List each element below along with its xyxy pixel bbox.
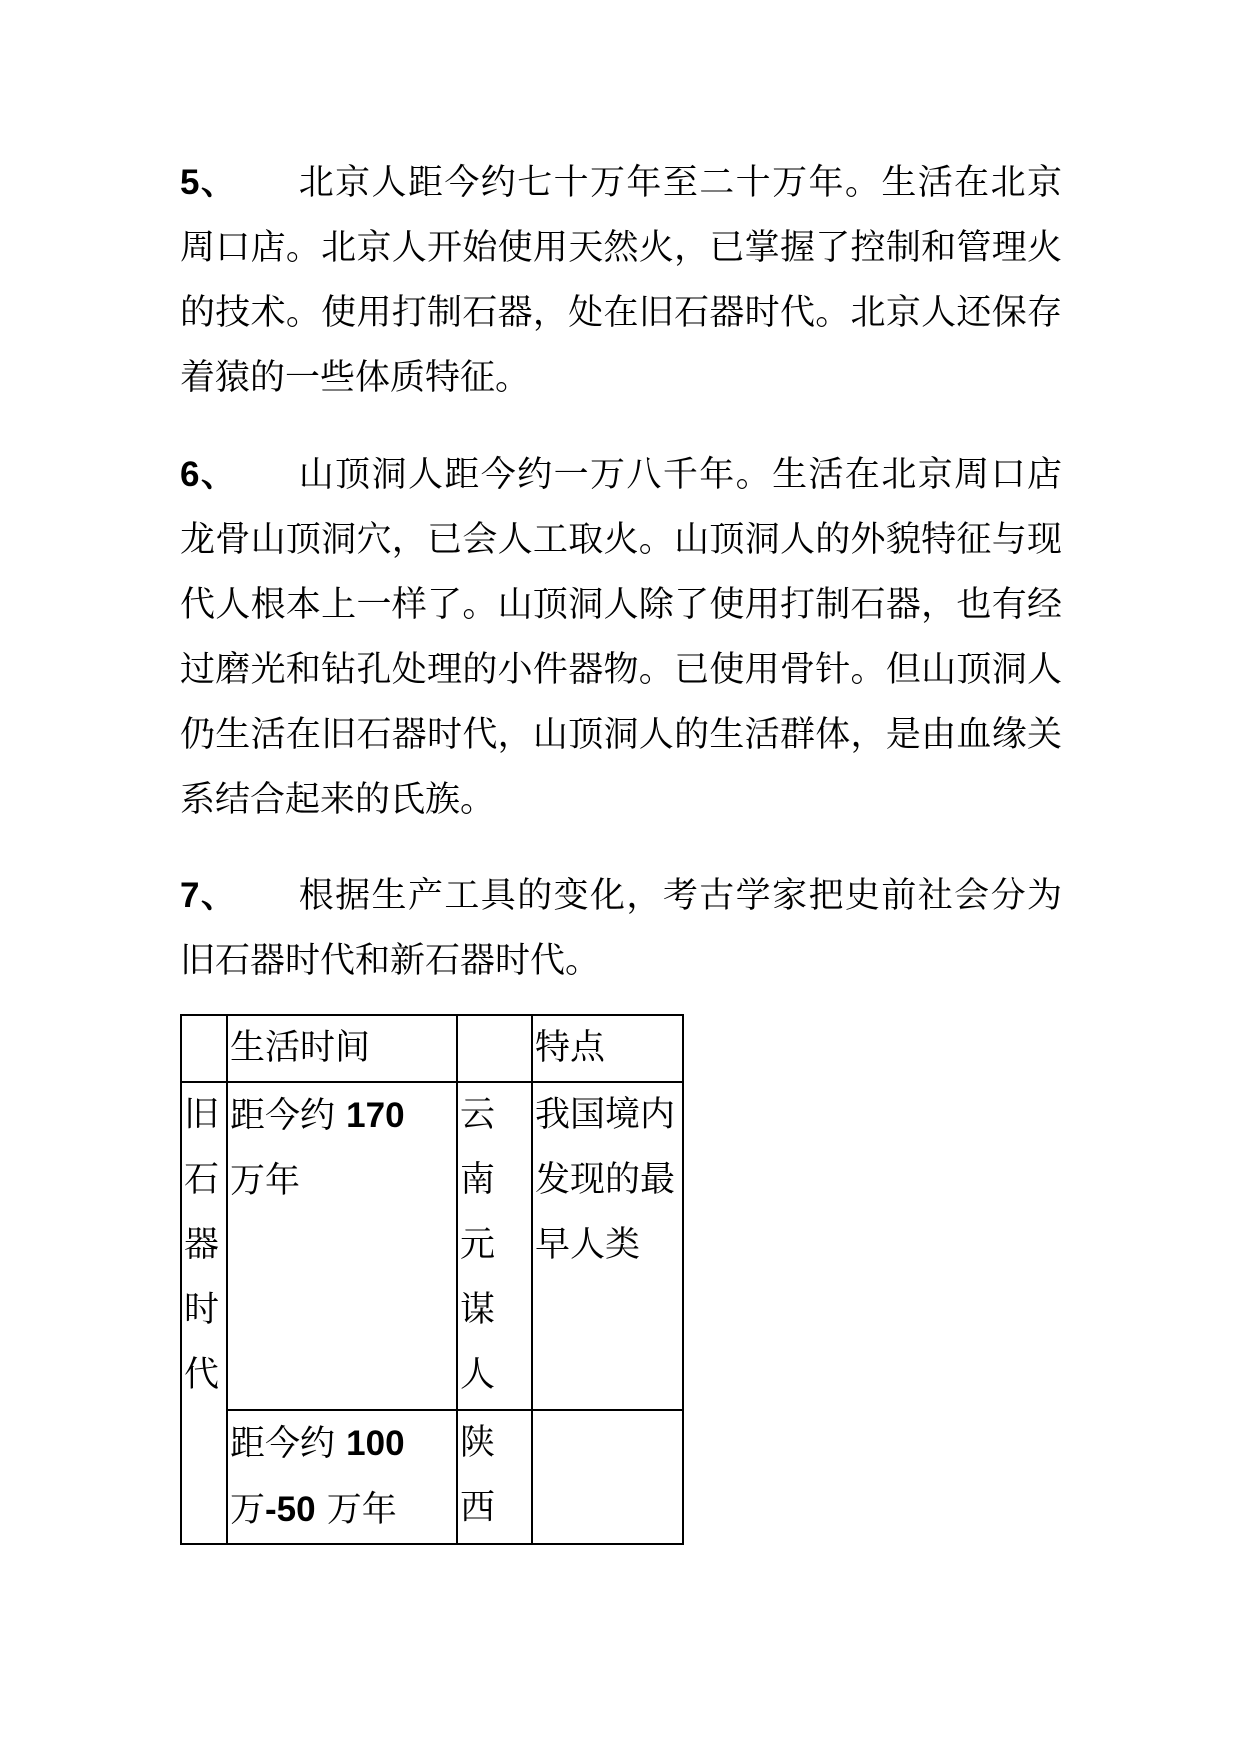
paragraph-text: 北京人距今约七十万年至二十万年。生活在北京周口店。北京人开始使用天然火，已掌握了控制和管理火的技术。使用打制石器，处在旧石器时代。北京人还保存着猿的一些体质特征。 — [180, 163, 1062, 398]
paragraph-7 — [180, 863, 1062, 994]
table-row — [181, 1410, 683, 1544]
name-cell: 云南元谋人 — [457, 1082, 532, 1410]
paragraph-text: 山顶洞人距今约一万八千年。生活在北京周口店龙骨山顶洞穴，已会人工取火。山顶洞人的外貌特征与现代人根本上一样了。山顶洞人除了使用打制石器，也有经过磨光和钻孔处理的小件器物。已使用骨针。但山顶洞人仍生活在旧石器时代，山顶洞人的生活群体，是由血缘关系结合起来的氏族。 — [180, 455, 1062, 820]
time-number: 170 — [346, 1096, 405, 1135]
time-prefix: 距今约 — [230, 1096, 336, 1136]
time-prefix: 距今约 — [230, 1424, 336, 1464]
time-line2-suffix: 万年 — [326, 1490, 397, 1530]
header-cell-name — [457, 1015, 532, 1082]
header-cell-feature: 特点 — [532, 1015, 683, 1082]
header-cell-blank — [181, 1015, 227, 1082]
name-cell: 陕西 — [457, 1410, 532, 1544]
feature-cell: 我国境内发现的最早人类 — [532, 1082, 683, 1410]
header-cell-time: 生活时间 — [227, 1015, 457, 1082]
time-cell — [227, 1082, 457, 1410]
table-header-row — [181, 1015, 683, 1082]
paragraph-number: 7、 — [180, 876, 238, 915]
paragraph-6 — [180, 442, 1062, 833]
time-line2-number: -50 — [265, 1490, 316, 1529]
time-line2-prefix: 万 — [230, 1490, 266, 1530]
time-number: 100 — [346, 1424, 405, 1463]
paragraph-number: 5、 — [180, 163, 238, 202]
paragraph-5 — [180, 150, 1062, 411]
time-suffix: 万年 — [230, 1161, 301, 1201]
paragraph-number: 6、 — [180, 455, 238, 494]
table-row — [181, 1082, 683, 1410]
paragraph-text: 根据生产工具的变化，考古学家把史前社会分为旧石器时代和新石器时代。 — [180, 876, 1062, 981]
feature-cell — [532, 1410, 683, 1544]
era-cell: 旧石器时代 — [181, 1082, 227, 1544]
time-cell — [227, 1410, 457, 1544]
history-table — [180, 1014, 684, 1545]
